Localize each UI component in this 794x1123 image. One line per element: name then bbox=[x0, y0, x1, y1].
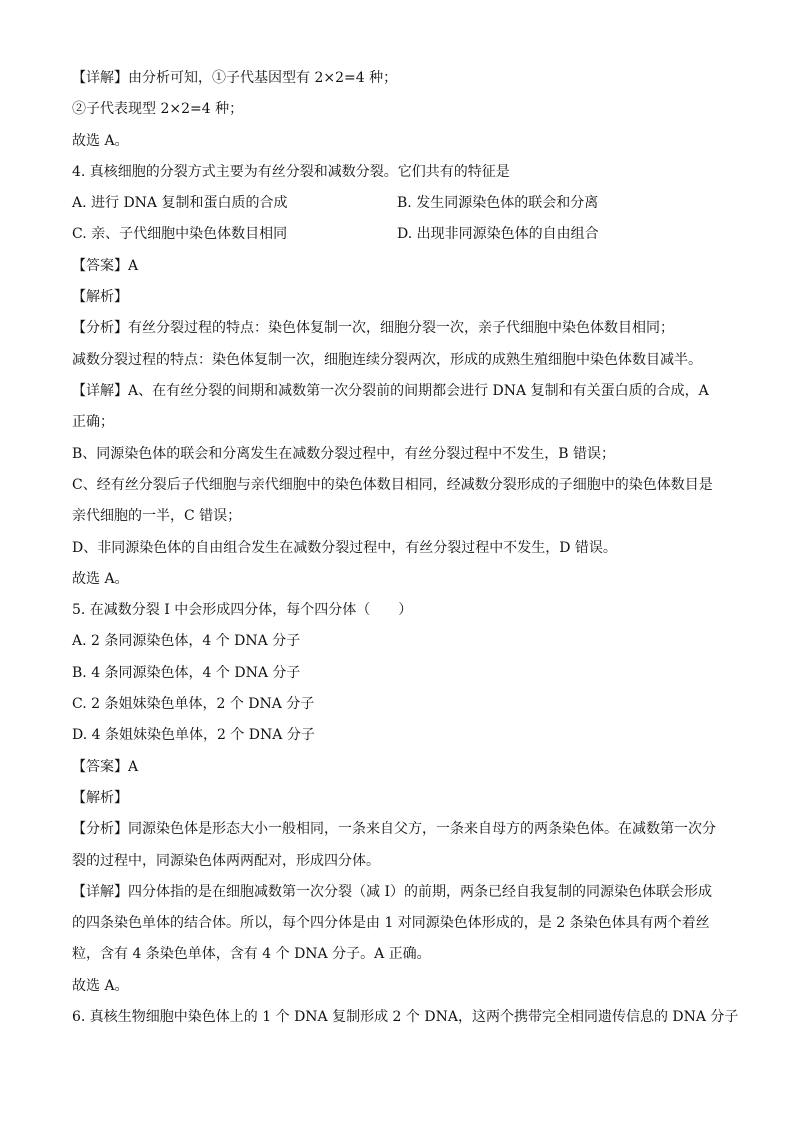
line-text: 5. 在减数分裂 I 中会形成四分体，每个四分体（ ） bbox=[72, 602, 413, 618]
text-line bbox=[72, 788, 730, 808]
line-text: A、在有丝分裂的间期和减数第一次分裂前的间期都会进行 DNA 复制和有关蛋白质的合成，A bbox=[128, 383, 709, 399]
text-line bbox=[72, 444, 730, 464]
line-text: D. 4 条姐妹染色单体，2 个 DNA 分子 bbox=[72, 727, 315, 743]
text-line bbox=[72, 99, 730, 119]
line-text: 故选 A。 bbox=[72, 133, 129, 149]
text-line bbox=[72, 944, 730, 964]
text-line bbox=[72, 694, 730, 714]
text-line bbox=[72, 381, 730, 401]
text-line bbox=[72, 475, 730, 495]
text-line bbox=[72, 538, 730, 558]
line-text: D、非同源染色体的自由组合发生在减数分裂过程中，有丝分裂过程中不发生，D 错误。 bbox=[72, 540, 617, 556]
text-line bbox=[72, 318, 730, 338]
line-text: B. 4 条同源染色体，4 个 DNA 分子 bbox=[72, 665, 301, 681]
text-line bbox=[72, 569, 730, 589]
section-tag: 【详解】 bbox=[72, 884, 128, 900]
text-line bbox=[72, 882, 730, 902]
q4-option-d: D. 出现非同源染色体的自由组合 bbox=[397, 226, 599, 242]
text-line bbox=[72, 131, 730, 151]
line-text: 6. 真核生物细胞中染色体上的 1 个 DNA 复制形成 2 个 DNA，这两个携带完全相同遗传信息的 DNA 分子 bbox=[72, 1009, 739, 1025]
line-text: 裂的过程中，同源染色体两两配对，形成四分体。 bbox=[72, 853, 380, 869]
line-text: 同源染色体是形态大小一般相同，一条来自父方，一条来自母方的两条染色体。在减数第一次分 bbox=[128, 821, 716, 837]
text-line bbox=[72, 412, 730, 432]
text-line bbox=[72, 757, 730, 777]
text-line bbox=[72, 68, 730, 88]
line-text: ②子代表现型 2×2=4 种； bbox=[72, 101, 244, 117]
line-text: 正确； bbox=[72, 414, 114, 430]
line-text: 亲代细胞的一半，C 错误； bbox=[72, 508, 242, 524]
text-line bbox=[72, 256, 730, 276]
text-line bbox=[72, 851, 730, 871]
text-line bbox=[72, 287, 730, 307]
line-text: A bbox=[128, 258, 139, 274]
line-text: 四分体指的是在细胞减数第一次分裂（减 I）的前期，两条已经自我复制的同源染色体联会形成 bbox=[128, 884, 712, 900]
line-text: 有丝分裂过程的特点：染色体复制一次，细胞分裂一次，亲子代细胞中染色体数目相同； bbox=[128, 320, 674, 336]
text-line bbox=[72, 913, 730, 933]
line-text: 由分析可知，①子代基因型有 2×2=4 种； bbox=[128, 70, 398, 86]
line-text: A. 2 条同源染色体，4 个 DNA 分子 bbox=[72, 633, 301, 649]
text-line bbox=[72, 162, 730, 182]
section-tag: 【答案】 bbox=[72, 759, 128, 775]
line-text: B、同源染色体的联会和分离发生在减数分裂过程中，有丝分裂过程中不发生，B 错误； bbox=[72, 446, 616, 462]
line-text: 粒，含有 4 条染色单体，含有 4 个 DNA 分子。A 正确。 bbox=[72, 946, 431, 962]
text-line bbox=[72, 819, 730, 839]
section-tag: 【分析】 bbox=[72, 320, 128, 336]
line-text: 故选 A。 bbox=[72, 978, 129, 994]
text-line bbox=[72, 506, 730, 526]
line-text: 4. 真核细胞的分裂方式主要为有丝分裂和减数分裂。它们共有的特征是 bbox=[72, 164, 510, 180]
text-line bbox=[72, 976, 730, 996]
q4-option-c: C. 亲、子代细胞中染色体数目相同 bbox=[72, 226, 288, 242]
text-line bbox=[72, 600, 730, 620]
section-tag: 【解析】 bbox=[72, 289, 128, 305]
text-line bbox=[72, 725, 730, 745]
text-line bbox=[72, 631, 730, 651]
section-tag: 【详解】 bbox=[72, 383, 128, 399]
line-text: 的四条染色单体的结合体。所以，每个四分体是由 1 对同源染色体形成的，是 2 条染色体具有两个着丝 bbox=[72, 915, 710, 931]
section-tag: 【答案】 bbox=[72, 258, 128, 274]
text-line bbox=[72, 1007, 739, 1027]
section-tag: 【详解】 bbox=[72, 70, 128, 86]
line-text: 故选 A。 bbox=[72, 571, 129, 587]
q4-option-b: B. 发生同源染色体的联会和分离 bbox=[397, 195, 599, 211]
line-text: C、经有丝分裂后子代细胞与亲代细胞中的染色体数目相同，经减数分裂形成的子细胞中的染色体数目是 bbox=[72, 477, 713, 493]
line-text: 减数分裂过程的特点：染色体复制一次，细胞连续分裂两次，形成的成熟生殖细胞中染色体数目减半。 bbox=[72, 352, 702, 368]
line-text: A bbox=[128, 759, 139, 775]
section-tag: 【解析】 bbox=[72, 790, 128, 806]
line-text: C. 2 条姐妹染色单体，2 个 DNA 分子 bbox=[72, 696, 315, 712]
text-line bbox=[72, 350, 730, 370]
text-line bbox=[72, 663, 730, 683]
section-tag: 【分析】 bbox=[72, 821, 128, 837]
q4-option-a: A. 进行 DNA 复制和蛋白质的合成 bbox=[72, 195, 288, 211]
